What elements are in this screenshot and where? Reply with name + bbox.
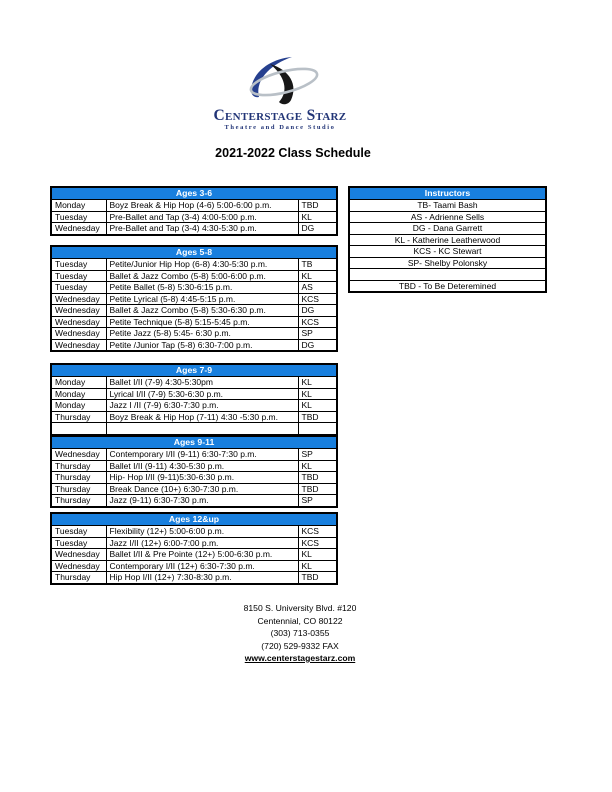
day-cell: Thursday: [51, 495, 106, 507]
instructor-code-cell: TBD: [298, 411, 337, 423]
table-row: [349, 200, 546, 212]
day-cell: Tuesday: [51, 526, 106, 538]
instructor-code-cell: TBD: [298, 572, 337, 584]
instructor-code-cell: KCS: [298, 316, 337, 328]
day-cell: Monday: [51, 400, 106, 412]
phone-line: (303) 713-0355: [270, 628, 330, 638]
table-row: [51, 377, 337, 389]
table-row: [51, 526, 337, 538]
class-cell: Jazz I/II (12+) 6:00-7:00 p.m.: [106, 537, 298, 549]
age-group-header: Ages 5-8: [51, 246, 337, 259]
address-line-2: Centennial, CO 80122: [257, 615, 343, 626]
instructor-code-cell: KL: [298, 377, 337, 389]
instructor-code-cell: TBD: [298, 200, 337, 212]
class-cell: Petite Lyrical (5-8) 4:45-5:15 p.m.: [106, 293, 298, 305]
instructor-code-cell: TB: [298, 259, 337, 271]
class-cell: Petite Ballet (5-8) 5:30-6:15 p.m.: [106, 282, 298, 294]
class-cell: Contemporary I/II (12+) 6:30-7:30 p.m.: [106, 560, 298, 572]
page-title: 2021-2022 Class Schedule: [215, 146, 371, 160]
class-cell: Pre-Ballet and Tap (3-4) 4:30-5:30 p.m.: [106, 223, 298, 235]
table-row: [51, 549, 337, 561]
day-cell: Thursday: [51, 483, 106, 495]
class-cell: Pre-Ballet and Tap (3-4) 4:00-5:00 p.m.: [106, 211, 298, 223]
class-cell: Contemporary I/II (9-11) 6:30-7:30 p.m.: [106, 449, 298, 461]
day-cell: Tuesday: [51, 537, 106, 549]
table-header-row: [51, 364, 337, 377]
day-cell: Wednesday: [51, 549, 106, 561]
table-row: [51, 460, 337, 472]
table-row: [51, 472, 337, 484]
instructor-code-cell: KCS: [298, 537, 337, 549]
instructor-cell: DG - Dana Garrett: [349, 223, 546, 235]
table-row: [51, 537, 337, 549]
table-row: [349, 223, 546, 235]
table-row: [51, 411, 337, 423]
schedule-table-ages-7-9: [50, 363, 338, 436]
instructor-code-cell: TBD: [298, 483, 337, 495]
table-row: [349, 211, 546, 223]
logo: [190, 56, 370, 132]
day-cell: Wednesday: [51, 223, 106, 235]
day-cell: Wednesday: [51, 449, 106, 461]
instructor-code-cell: SP: [298, 495, 337, 507]
table-row: [51, 449, 337, 461]
day-cell: Monday: [51, 388, 106, 400]
table-row: [51, 259, 337, 271]
table-row: [51, 223, 337, 235]
instructor-code-cell: TBD: [298, 472, 337, 484]
address-line-1: 8150 S. University Blvd. #120: [243, 603, 357, 613]
table-row: [51, 316, 337, 328]
day-cell: Tuesday: [51, 282, 106, 294]
class-cell: Hip Hop I/II (12+) 7:30-8:30 p.m.: [106, 572, 298, 584]
instructor-code-cell: KCS: [298, 526, 337, 538]
table-row: [51, 572, 337, 584]
table-row: [51, 200, 337, 212]
class-cell: Petite/Junior Hip Hop (6-8) 4:30-5:30 p.m.: [106, 259, 298, 271]
day-cell: Tuesday: [51, 259, 106, 271]
class-cell: Ballet I/II (7-9) 4:30-5:30pm: [106, 377, 298, 389]
class-cell: Lyrical I/II (7-9) 5:30-6:30 p.m.: [106, 388, 298, 400]
table-header-row: [51, 187, 337, 200]
class-cell: Jazz (9-11) 6:30-7:30 p.m.: [106, 495, 298, 507]
class-cell: Hip- Hop I/II (9-11)5:30-6:30 p.m.: [106, 472, 298, 484]
table-row: [51, 293, 337, 305]
instructor-cell: TBD - To Be Deteremined: [349, 280, 546, 292]
instructor-code-cell: SP: [298, 328, 337, 340]
day-cell: Tuesday: [51, 270, 106, 282]
table-row: [349, 234, 546, 246]
class-cell: Jazz I /II (7-9) 6:30-7:30 p.m.: [106, 400, 298, 412]
class-cell: Boyz Break & Hip Hop (7-11) 4:30 -5:30 p.m.: [106, 411, 298, 423]
day-cell: Wednesday: [51, 339, 106, 351]
table-row: [51, 282, 337, 294]
table-header-row: [51, 513, 337, 526]
instructor-code-cell: KCS: [298, 293, 337, 305]
instructor-code-cell: AS: [298, 282, 337, 294]
day-cell: Monday: [51, 377, 106, 389]
instructor-code-cell: [298, 423, 337, 435]
day-cell: Wednesday: [51, 560, 106, 572]
instructor-code-cell: KL: [298, 460, 337, 472]
instructor-code-cell: KL: [298, 560, 337, 572]
table-row: [349, 280, 546, 292]
class-cell: Ballet I/II (9-11) 4:30-5:30 p.m.: [106, 460, 298, 472]
table-header-row: [349, 187, 546, 200]
fax-line: (720) 529-9332 FAX: [261, 640, 339, 651]
day-cell: Wednesday: [51, 305, 106, 317]
table-row: [349, 246, 546, 258]
logo-tagline: Theatre and Dance Studio: [224, 124, 336, 131]
table-row: [51, 305, 337, 317]
day-cell: Thursday: [51, 460, 106, 472]
table-row: [51, 270, 337, 282]
class-cell: Boyz Break & Hip Hop (4-6) 5:00-6:00 p.m.: [106, 200, 298, 212]
day-cell: Thursday: [51, 472, 106, 484]
instructor-code-cell: DG: [298, 339, 337, 351]
instructor-code-cell: KL: [298, 549, 337, 561]
schedule-table-ages-3-6: [50, 186, 338, 236]
day-cell: [51, 423, 106, 435]
day-cell: Monday: [51, 200, 106, 212]
class-cell: [106, 423, 298, 435]
age-group-header: Ages 12&up: [51, 513, 337, 526]
website-link[interactable]: www.centerstagestarz.com: [244, 653, 356, 663]
age-group-header: Ages 9-11: [51, 436, 337, 449]
instructor-code-cell: KL: [298, 400, 337, 412]
instructor-code-cell: DG: [298, 305, 337, 317]
table-row: [349, 257, 546, 269]
class-cell: Ballet & Jazz Combo (5-8) 5:30-6:30 p.m.: [106, 305, 298, 317]
instructor-cell: AS - Adrienne Sells: [349, 211, 546, 223]
table-row: [51, 211, 337, 223]
table-row: [51, 560, 337, 572]
day-cell: Thursday: [51, 411, 106, 423]
day-cell: Wednesday: [51, 316, 106, 328]
table-header-row: [51, 246, 337, 259]
instructor-code-cell: KL: [298, 270, 337, 282]
class-cell: Ballet & Jazz Combo (5-8) 5:00-6:00 p.m.: [106, 270, 298, 282]
day-cell: Wednesday: [51, 293, 106, 305]
instructor-cell: TB- Taami Bash: [349, 200, 546, 212]
instructors-header: Instructors: [349, 187, 546, 200]
day-cell: Wednesday: [51, 328, 106, 340]
instructor-cell: [349, 269, 546, 281]
instructor-cell: KL - Katherine Leatherwood: [349, 234, 546, 246]
table-header-row: [51, 436, 337, 449]
table-row: [51, 483, 337, 495]
instructor-code-cell: KL: [298, 211, 337, 223]
table-row: [51, 388, 337, 400]
class-cell: Flexibility (12+) 5:00-6:00 p.m.: [106, 526, 298, 538]
instructor-code-cell: SP: [298, 449, 337, 461]
schedule-table-ages-5-8: [50, 245, 338, 352]
table-row: [349, 269, 546, 281]
class-cell: Petite Technique (5-8) 5:15-5:45 p.m.: [106, 316, 298, 328]
instructor-cell: SP- Shelby Polonsky: [349, 257, 546, 269]
instructors-table: [348, 186, 547, 293]
table-row: [51, 400, 337, 412]
age-group-header: Ages 3-6: [51, 187, 337, 200]
logo-swirl-icon: [239, 56, 321, 106]
day-cell: Thursday: [51, 572, 106, 584]
schedule-table-ages-9-11: [50, 435, 338, 508]
logo-name: Centerstage Starz: [213, 107, 347, 124]
instructor-cell: KCS - KC Stewart: [349, 246, 546, 258]
table-row: [51, 495, 337, 507]
table-row: [51, 328, 337, 340]
class-cell: Petite Jazz (5-8) 5:45- 6:30 p.m.: [106, 328, 298, 340]
age-group-header: Ages 7-9: [51, 364, 337, 377]
table-row: [51, 339, 337, 351]
instructor-code-cell: DG: [298, 223, 337, 235]
instructor-code-cell: KL: [298, 388, 337, 400]
table-row: [51, 423, 337, 435]
day-cell: Tuesday: [51, 211, 106, 223]
schedule-table-ages-12up: [50, 512, 338, 585]
footer-address: [0, 602, 600, 665]
class-cell: Ballet I/II & Pre Pointe (12+) 5:00-6:30 p.m.: [106, 549, 298, 561]
class-cell: Break Dance (10+) 6:30-7:30 p.m.: [106, 483, 298, 495]
class-cell: Petite /Junior Tap (5-8) 6:30-7:00 p.m.: [106, 339, 298, 351]
